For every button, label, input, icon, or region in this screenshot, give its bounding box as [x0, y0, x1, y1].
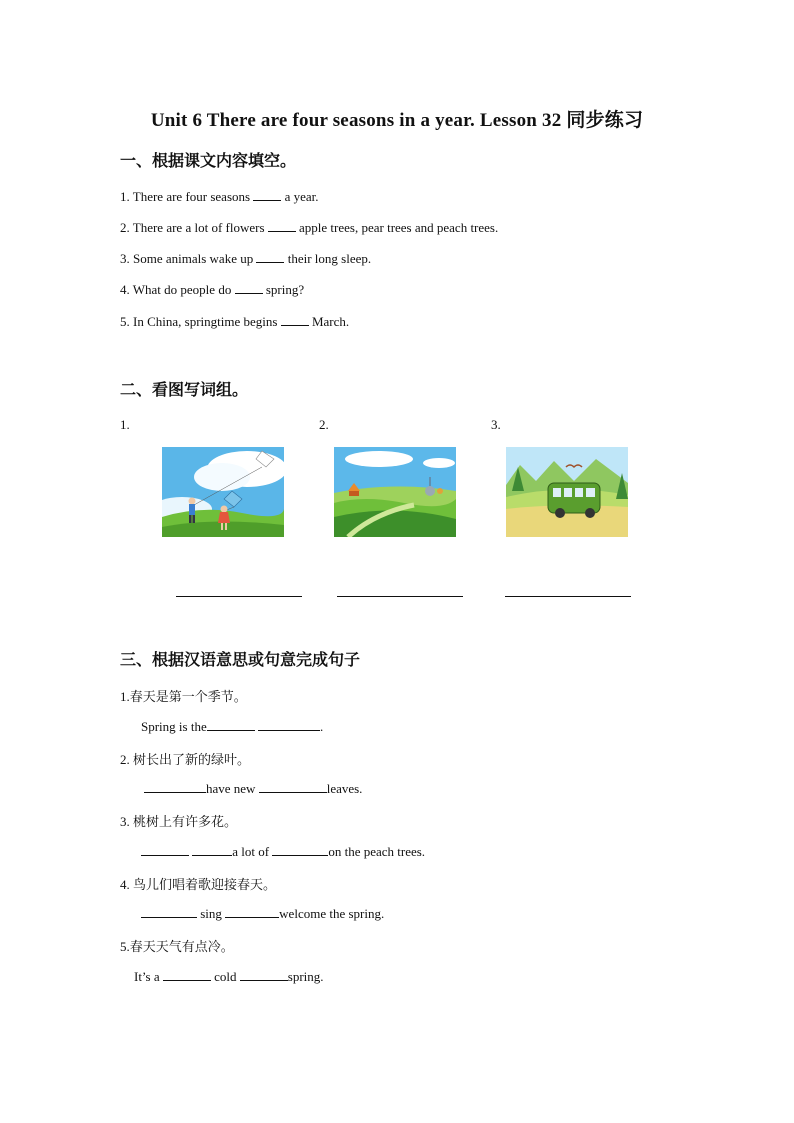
- translation-prompt-3: 3. 桃树上有许多花。: [120, 814, 238, 829]
- picture-number-3: 3.: [491, 417, 501, 432]
- blank-3-2b[interactable]: [259, 780, 327, 793]
- blank-3-4a[interactable]: [141, 905, 197, 918]
- fill-item-1: [120, 188, 319, 205]
- answer-line-2[interactable]: [337, 596, 463, 597]
- answer-5-text-c: spring.: [287, 969, 324, 984]
- blank-3-5b[interactable]: [240, 968, 288, 981]
- answer-2-text-a: have new: [206, 781, 256, 796]
- page-title: Unit 6 There are four seasons in a year. Lesson 32 同步练习: [150, 110, 644, 131]
- item-5-before: 5. In China, springtime begins: [120, 314, 278, 329]
- translation-prompt-2: 2. 树长出了新的绿叶。: [120, 752, 251, 767]
- item-3-before: 3. Some animals wake up: [120, 251, 254, 266]
- blank-3-3c[interactable]: [272, 843, 328, 856]
- translation-answer-4: [141, 905, 384, 922]
- item-1-after: a year.: [284, 189, 319, 204]
- blank-3-4b[interactable]: [225, 905, 279, 918]
- fill-item-3: [120, 250, 371, 267]
- answer-3-text-b: on the peach trees.: [328, 844, 426, 859]
- blank-3-1a[interactable]: [207, 718, 255, 731]
- item-4-before: 4. What do people do: [120, 282, 232, 297]
- item-2-before: 2. There are a lot of flowers: [120, 220, 265, 235]
- translation-prompt-5: 5.春天天气有点冷。: [120, 939, 234, 954]
- item-2-after: apple trees, pear trees and peach trees.: [299, 220, 499, 235]
- blank-3-3a[interactable]: [141, 843, 189, 856]
- translation-answer-5: [134, 968, 324, 985]
- fill-item-2: [120, 219, 498, 236]
- section-1-heading: 一、根据课文内容填空。: [120, 151, 297, 170]
- bus-trip-picture: [506, 447, 628, 537]
- blank-1[interactable]: [253, 188, 281, 201]
- blank-3-1b[interactable]: [258, 718, 320, 731]
- translation-answer-1: [141, 718, 323, 735]
- answer-line-3[interactable]: [505, 596, 631, 597]
- answer-1-text-a: Spring is the: [141, 719, 207, 734]
- answer-4-text-a: sing: [200, 906, 222, 921]
- picture-number-2: 2.: [319, 417, 329, 432]
- spring-hills-picture: [334, 447, 456, 537]
- blank-5[interactable]: [281, 313, 309, 326]
- translation-answer-2: [144, 780, 362, 797]
- answer-5-text-a: It’s a: [134, 969, 160, 984]
- fill-item-4: [120, 281, 304, 298]
- blank-2[interactable]: [268, 219, 296, 232]
- section-2-heading: 二、看图写词组。: [120, 380, 249, 399]
- item-3-after: their long sleep.: [287, 251, 372, 266]
- blank-3[interactable]: [256, 250, 284, 263]
- item-4-after: spring?: [265, 282, 305, 297]
- item-5-after: March.: [311, 314, 350, 329]
- translation-answer-3: [141, 843, 425, 860]
- answer-2-text-b: leaves.: [326, 781, 363, 796]
- answer-3-text-a: a lot of: [232, 844, 270, 859]
- answer-line-1[interactable]: [176, 596, 302, 597]
- item-1-before: 1. There are four seasons: [120, 189, 251, 204]
- blank-4[interactable]: [235, 281, 263, 294]
- blank-3-3b[interactable]: [192, 843, 232, 856]
- section-3-heading: 三、根据汉语意思或句意完成句子: [120, 650, 361, 669]
- answer-5-text-b: cold: [214, 969, 237, 984]
- blank-3-5a[interactable]: [163, 968, 211, 981]
- answer-1-text-b: .: [319, 719, 324, 734]
- blank-3-2a[interactable]: [144, 780, 206, 793]
- translation-prompt-4: 4. 鸟儿们唱着歌迎接春天。: [120, 877, 277, 892]
- picture-number-1: 1.: [120, 417, 130, 432]
- answer-4-text-b: welcome the spring.: [279, 906, 385, 921]
- kite-flying-picture: [162, 447, 284, 537]
- translation-prompt-1: 1.春天是第一个季节。: [120, 689, 247, 704]
- fill-item-5: [120, 313, 349, 330]
